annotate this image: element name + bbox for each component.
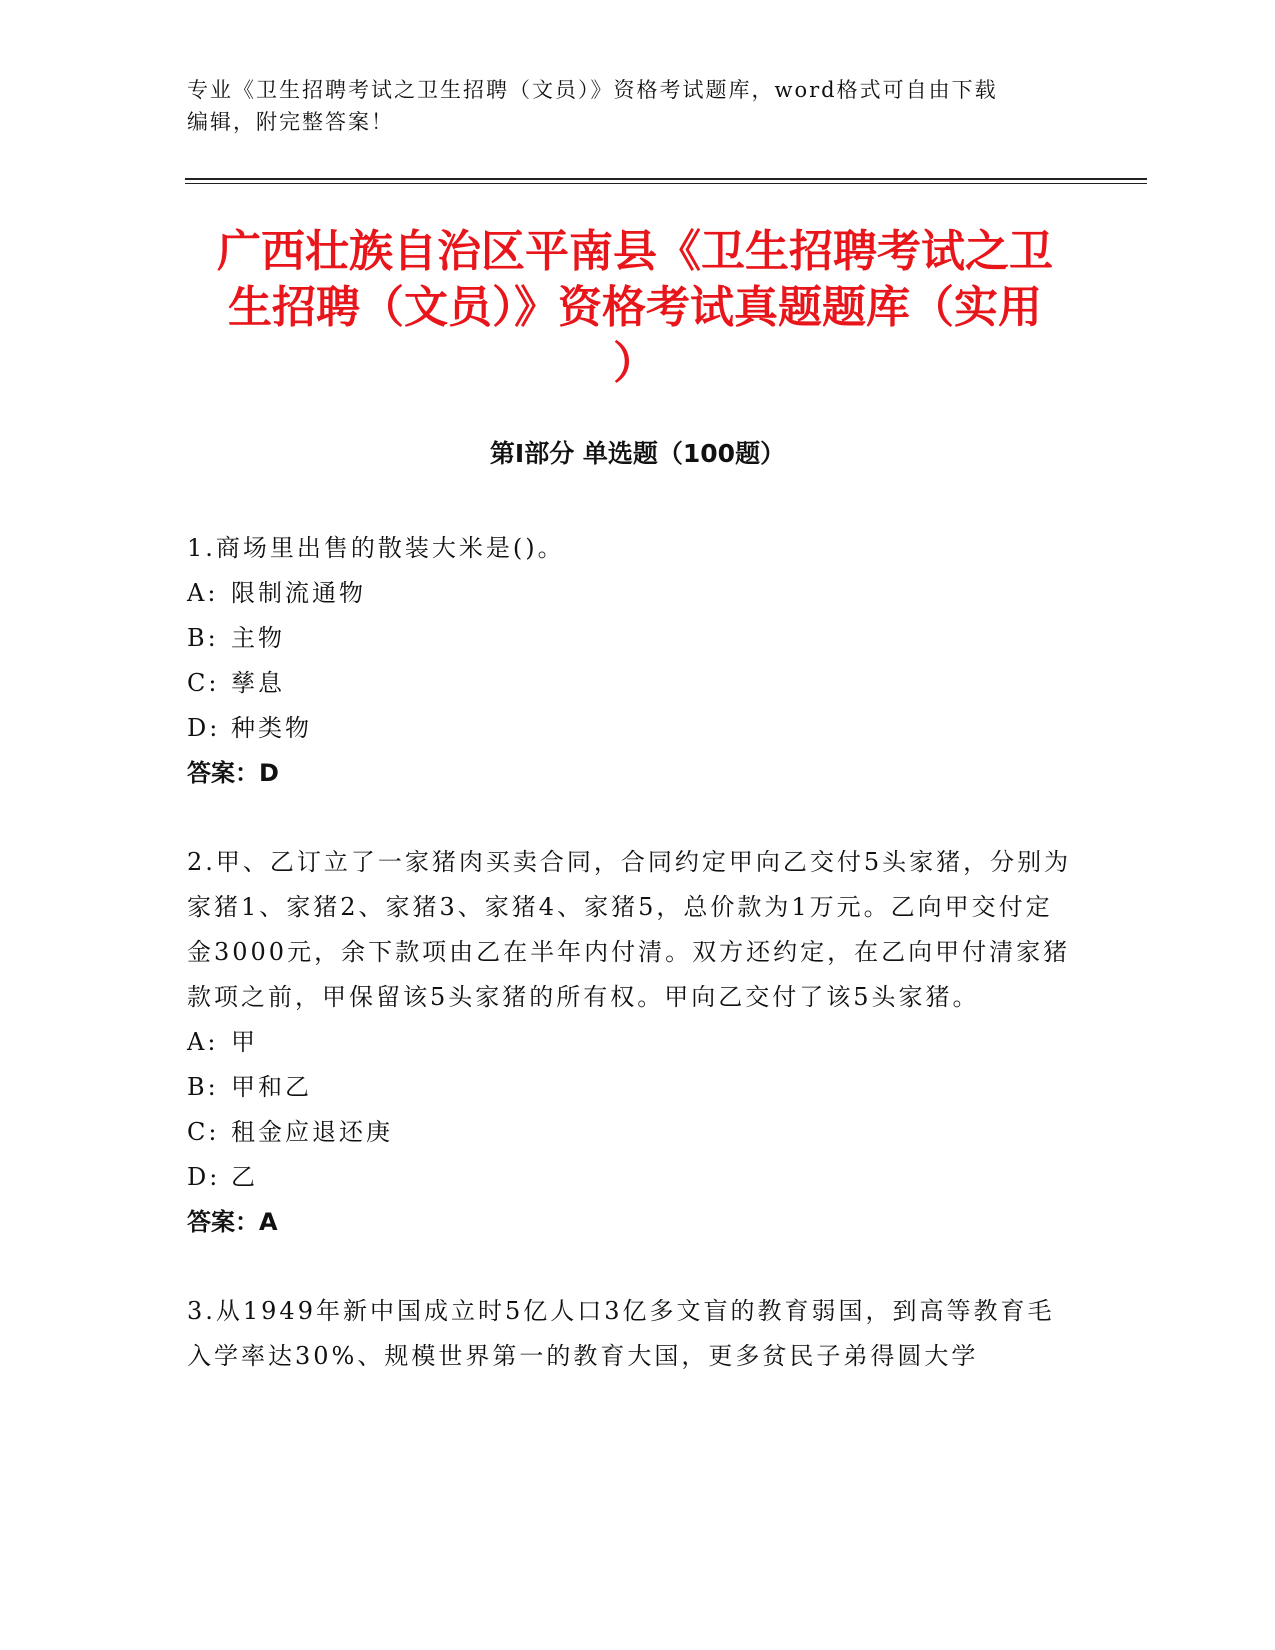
- option-b: [187, 1065, 1077, 1110]
- option-text: 甲和乙: [231, 1073, 312, 1101]
- title-line-3: ）: [613, 338, 657, 389]
- question-text: 3.从1949年新中国成立时5亿人口3亿多文盲的教育弱国，到高等教育毛入学率达30%、规模世界第一的教育大国，更多贫民子弟得圆大学: [187, 1297, 1055, 1370]
- document-title: [190, 224, 1080, 392]
- title-line-2: 生招聘（文员）》资格考试真题题库（实用: [228, 282, 1042, 333]
- answer-line: 答案：A: [187, 1208, 278, 1236]
- option-text: 孳息: [231, 669, 285, 697]
- option-text: 甲: [231, 1028, 258, 1056]
- question-2: [187, 840, 1077, 1245]
- header-divider-thin: [185, 183, 1147, 184]
- header-note: [187, 74, 1087, 138]
- header-note-line-1: 专业《卫生招聘考试之卫生招聘（文员）》资格考试题库，word格式可自由下载: [187, 78, 998, 102]
- option-text: 限制流通物: [231, 579, 366, 607]
- option-letter: C:: [187, 1118, 220, 1146]
- option-c: [187, 661, 1077, 706]
- option-letter: D:: [187, 1163, 221, 1191]
- option-text: 乙: [231, 1163, 258, 1191]
- option-letter: A:: [187, 1028, 219, 1056]
- section-heading: 第Ⅰ部分 单选题（100题）: [489, 439, 786, 468]
- question-text: 2.甲、乙订立了一家猪肉买卖合同，合同约定甲向乙交付5头家猪，分别为家猪1、家猪2、家猪3、家猪4、家猪5，总价款为1万元。乙向甲交付定金3000元，余下款项由乙在半年内付清。双方还约定，在乙向甲付清家猪款项之前，甲保留该5头家猪的所有权。甲向乙交付了该5头家猪。: [187, 848, 1072, 1011]
- option-b: [187, 616, 1077, 661]
- option-letter: B:: [187, 624, 219, 652]
- option-c: [187, 1110, 1077, 1155]
- option-letter: B:: [187, 1073, 219, 1101]
- answer-line: 答案：D: [187, 759, 279, 787]
- option-text: 主物: [231, 624, 285, 652]
- header-divider-thick: [185, 178, 1147, 180]
- option-letter: A:: [187, 579, 219, 607]
- header-note-line-2: 编辑，附完整答案！: [187, 110, 394, 134]
- option-a: [187, 1020, 1077, 1065]
- question-text: 1.商场里出售的散装大米是()。: [187, 534, 565, 562]
- option-text: 种类物: [231, 714, 312, 742]
- option-d: [187, 706, 1077, 751]
- title-line-1: 广西壮族自治区平南县《卫生招聘考试之卫: [217, 226, 1053, 277]
- option-a: [187, 571, 1077, 616]
- question-list: [187, 526, 1077, 1423]
- option-letter: D:: [187, 714, 221, 742]
- option-text: 租金应退还庚: [231, 1118, 393, 1146]
- question-3: [187, 1289, 1077, 1379]
- question-1: [187, 526, 1077, 796]
- option-d: [187, 1155, 1077, 1200]
- option-letter: C:: [187, 669, 220, 697]
